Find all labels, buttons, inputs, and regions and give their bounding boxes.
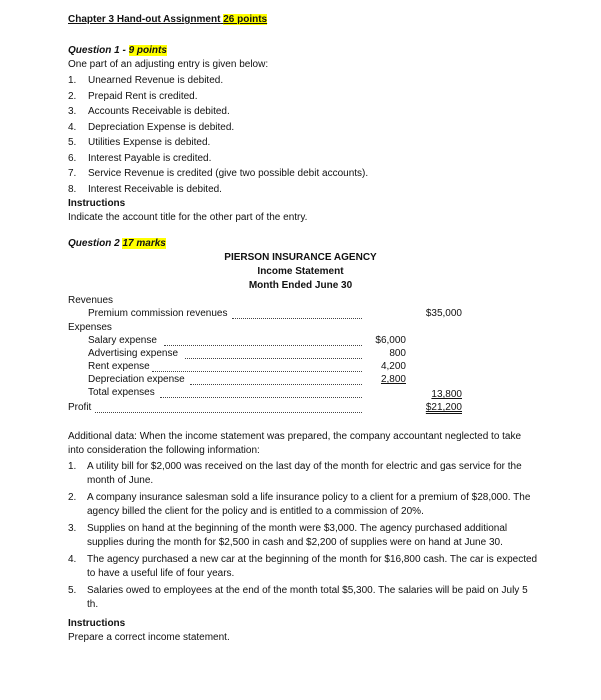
dot-leader (185, 358, 362, 359)
question-2-heading (68, 238, 166, 249)
expense-line-label: Rent expense (88, 361, 150, 372)
title-points: 26 points (223, 14, 268, 25)
question-2-instructions: Prepare a correct income statement. (68, 632, 230, 643)
dot-leader (232, 318, 362, 319)
total-expenses-amount: 13,800 (431, 389, 462, 400)
expense-line-label: Advertising expense (88, 348, 179, 359)
question-2-marks: 17 marks (122, 238, 166, 249)
list-item: 2. A company insurance salesman sold a life insurance policy to a client for a premium of $28,000. The agency billed the client for the policy and is entitled to a commission of 20%. (68, 492, 531, 517)
question-1-intro: One part of an adjusting entry is given below: (68, 59, 269, 70)
additional-data-intro: Additional data: When the income statement was prepared, the company accountant neglected to take into consideration the following information: (68, 431, 522, 456)
expense-amount: 2,800 (380, 374, 406, 385)
list-item: 1. A utility bill for $2,000 was received on the last day of the month for electric and gas service for the month of June. (68, 461, 522, 486)
profit-label: Profit (68, 402, 92, 413)
list-item: 5. Utilities Expense is debited. (68, 137, 211, 148)
list-item: 6. Interest Payable is credited. (68, 152, 212, 164)
list-item: 4. The agency purchased a new car at the beginning of the month for $16,800 cash. The car is expected to have a useful life of four years. (68, 554, 538, 579)
question-2-label: Question 2 (68, 238, 120, 249)
list-item: 2. Prepaid Rent is credited. (68, 90, 198, 102)
revenue-amount: $35,000 (425, 308, 462, 319)
company-name: PIERSON INSURANCE AGENCY (224, 252, 377, 263)
expense-amount: 800 (389, 348, 406, 359)
page-title (68, 14, 267, 25)
question-1-instructions: Indicate the account title for the other part of the entry. (68, 212, 308, 223)
additional-data-list (68, 460, 538, 615)
list-item: 3. Supplies on hand at the beginning of the month were $3,000. The agency purchased additional supplies during the month for $2,500 in cash and $2,200 of supplies were on hand at June 30. (68, 523, 508, 548)
question-1-points: 9 points (128, 45, 167, 56)
revenue-line-label: Premium commission revenues (88, 308, 228, 319)
profit-amount: $21,200 (425, 402, 462, 413)
title-text: Chapter 3 Hand-out Assignment (68, 14, 221, 25)
dot-leader (190, 384, 362, 385)
list-item: 5. Salaries owed to employees at the end of the month total $5,300. The salaries will be paid on July 5 th. (68, 585, 528, 610)
total-expenses-label: Total expenses (88, 387, 155, 398)
question-1-heading (68, 45, 167, 56)
question-1-list (68, 73, 368, 197)
dot-leader (152, 371, 362, 372)
expense-amount: 4,200 (380, 361, 406, 372)
dot-leader (95, 412, 362, 413)
list-item: 8. Interest Receivable is debited. (68, 183, 222, 195)
expense-line-label: Depreciation expense (88, 374, 185, 385)
statement-period: Month Ended June 30 (248, 280, 353, 291)
list-item: 4. Depreciation Expense is debited. (68, 121, 235, 133)
dot-leader (160, 397, 362, 398)
expense-line-label: Salary expense (88, 335, 157, 346)
list-item: 7. Service Revenue is credited (give two possible debit accounts). (68, 168, 369, 179)
list-item: 3. Accounts Receivable is debited. (68, 106, 230, 117)
statement-title: Income Statement (257, 266, 344, 277)
question-2-instructions-label: Instructions (68, 618, 126, 629)
question-1-label: Question 1 - (68, 45, 126, 56)
expenses-heading: Expenses (68, 322, 112, 333)
question-1-instructions-label: Instructions (68, 198, 126, 209)
revenues-heading: Revenues (68, 295, 114, 306)
expense-amount: $6,000 (375, 335, 406, 346)
dot-leader (164, 345, 362, 346)
list-item: 1. Unearned Revenue is debited. (68, 75, 224, 86)
